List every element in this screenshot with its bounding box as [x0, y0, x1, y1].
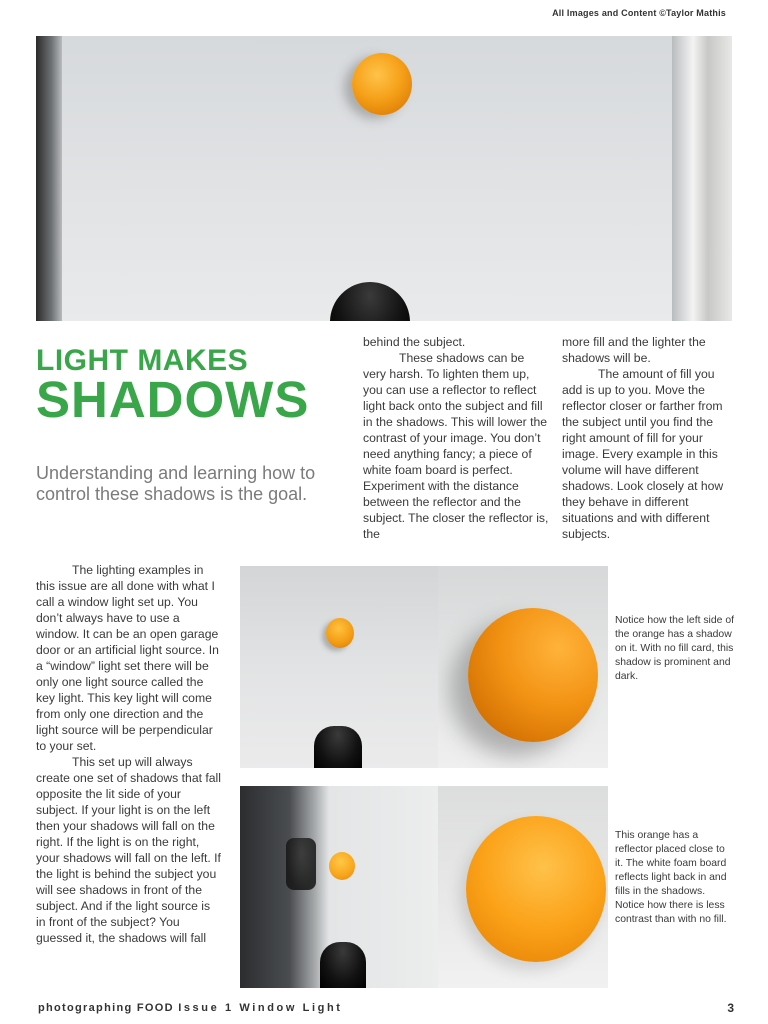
photo-no-fill-closeup [438, 566, 608, 768]
paragraph: These shadows can be very harsh. To lighten them up, you can use a reflector to reflect light back onto the subject and fill in the shadows. This will lower the contrast of your image. You don’t need anything fancy; a piece of white foam board is perfect. Experiment with the distance between the reflector and the subject. The closer the reflector is, the [363, 351, 549, 541]
hero-photo-orange-on-foam-board [36, 36, 732, 321]
photo-no-fill-wide [240, 566, 438, 768]
photo-with-reflector-wide [240, 786, 438, 988]
camera-lens-background [286, 838, 316, 890]
body-column-2 [363, 334, 549, 542]
orange-subject [352, 53, 412, 115]
paragraph: The lighting examples in this issue are all done with what I call a window light set up. You don’t always have to use a window. It can be an open garage door or an artificial light source. In a “window” light set there will be only one light source called the key light. This key light will come from only one direction and the light source will be perpendicular to your set. [36, 563, 219, 753]
dark-wall-edge [36, 36, 62, 321]
caption-no-fill: Notice how the left side of the orange has a shadow on it. With no fill card, this shadow is prominent and dark. [615, 615, 734, 682]
paragraph: behind the subject. [363, 335, 466, 349]
camera-lens [314, 726, 362, 768]
paragraph: The amount of fill you add is up to you. Move the reflector closer or farther from the subject until you find the right amount of fill for your image. Every example in this volume will have different shadows. Look closely at how they behave in different situations and with different subjects. [562, 367, 724, 541]
orange-subject [326, 618, 354, 648]
body-column-1 [36, 562, 221, 946]
paragraph: This set up will always create one set of shadows that fall opposite the lit side of your subject. If your light is on the left then your shadows will fall on the right. If the light is on the right, your shadows will fall on the left. If the light is behind the subject you will see shadows in front of the subject. And if the light source is in front of the subject? You guessed it, the shadows will fall [36, 755, 221, 945]
title-line-1: LIGHT MAKES [36, 344, 249, 377]
orange-subject [468, 608, 598, 742]
body-column-3 [562, 334, 734, 542]
camera-lens [320, 942, 366, 988]
page-number: 3 [727, 1001, 734, 1015]
footer-publication [38, 1002, 343, 1014]
image-credit: All Images and Content ©Taylor Mathis [552, 8, 726, 18]
caption-with-fill: This orange has a reflector placed close to it. The white foam board reflects light back in and fills in the shadows. Notice how there is less contrast than with no fill. [615, 830, 727, 925]
photo-with-reflector-closeup [438, 786, 608, 988]
orange-subject [466, 816, 606, 962]
title-line-2: SHADOWS [36, 371, 310, 428]
subtitle: Understanding and learning how to control these shadows is the goal. [36, 463, 316, 504]
orange-subject [329, 852, 355, 880]
issue-name: Issue 1 Window Light [178, 1002, 343, 1014]
publication-name: photographing FOOD [38, 1002, 174, 1014]
window-frame [672, 36, 732, 321]
paragraph: more fill and the lighter the shadows will be. [562, 335, 706, 365]
